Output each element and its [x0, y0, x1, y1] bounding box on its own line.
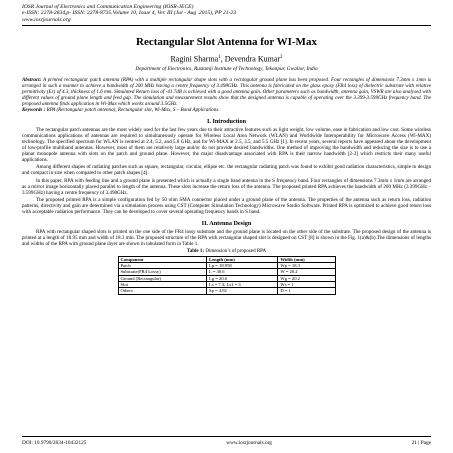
journal-url[interactable]: www.iosrjournals.org	[22, 16, 71, 23]
table-caption-label: Table 1:	[186, 248, 205, 254]
table-cell: W = 20.2	[278, 269, 335, 275]
keywords-label: Keywords :	[22, 107, 46, 114]
intro-paragraph-1: The rectangular patch antennas are the most widely used for the last few years due to their attractive features such as light weight, low volume, ease in fabrication and low cost. Some wireless communications applications of antennas are required to simultaneously operate for Wireless Local Area Network (WLAN) and Worldwide Interoperability for Microwave Access (Wi-MAX) technology. The specified spectrum for WLAN is centred at 2.4, 5.2, and 5.8 GHz, and for Wi-MAX at 2.5, 3.5, and 5.5 GHz [1]. In recent years, several reports have appeared about the development of low-profile multiband antennas. However, most of them are relatively large and/or do not provide desired bandwidths. One method of improving the bandwidth and reducing the size is to use a planar monopole antenna with slots on the patch and ground plane. However, the major disadvantage associated with RPA is their narrow bandwidth [2-3] which restricts their many useful applications.	[22, 126, 431, 163]
table-cell: Lg = 20.6	[207, 275, 278, 281]
table-cell: Sp = 4.92	[207, 288, 278, 294]
table-header-component: Component	[118, 256, 207, 262]
footer-page-number: 21 | Page	[411, 440, 431, 446]
table-cell: Ws = 1	[278, 282, 335, 288]
author-1: Ragini Sharma	[170, 54, 219, 64]
design-paragraph-1: RPA with rectangular shaped slots is printed on the one side of the FR4 lossy substrate and the ground plane is located on the other side of the substrate. The proposed design of the antenna is printed at a length of 18.95 mm and width of 18.3 mm. The proposed structure of the RPA with rectangular shaped slot is designed on CST [8] is shown in the Fig. 1(a)&(b).The dimensions of lengths and widths of the RPA with ground plane layer are shown in tabulated form in Table 1.	[22, 228, 431, 247]
footer-doi: DOI: 10.9790/2834-10432125	[22, 440, 87, 446]
table-cell: Lp = 18.958	[207, 263, 278, 269]
abstract-text: A printed rectangular patch antenna (RPA) with a multiple rectangular shape slots with a rectangular ground plane has been proposed. Four rectangles of dimensions 7.3mm x 1mm is arranged in such a manner to achieve a bandwidth of 200 MHz having a centre frequency of 3.498GHz. This antenna is fabricated on the glass epoxy (FR4 loss) of dielectric substrate with relative permittivity (Er) of 4.3, thickness of 1.6 mm. Simulated Return loss of -41.7dB is achieved with a good antenna gain. Other parameters such as bandwidth, antenna gain, VSWR are also analysed with different values of ground plane length and feed gap. The simulation and measurement results show that the designed antenna is capable of operating over the 3.399-3.599GHz frequency band. The proposed antenna finds application in Wi-Max which works around 3.5GHz.	[22, 76, 431, 107]
table-caption-text: Dimension’s of proposed RPA	[204, 248, 267, 254]
author-2-sup: 2	[280, 55, 283, 61]
journal-header	[22, 4, 431, 23]
keywords-text: RPA (Rectangular patch antenna), Rectangular slot, Wi-Max, S – Band Applications.	[45, 107, 220, 114]
section-heading-introduction: I. Introduction	[206, 118, 247, 126]
dimensions-table	[118, 256, 336, 295]
table-cell: D = 1	[278, 288, 335, 294]
table-cell: Ground (Rectangular)	[118, 275, 207, 281]
intro-paragraph-2: Among different shapes of radiating patches such as square, rectangular, circular, ellipse etc. the rectangular radiating patch was found to exhibit good radiation characteristics, simple to design and compact in size when compared to other patch shapes [4].	[22, 164, 431, 177]
table-cell: Substrate(FR4 Lossy)	[118, 269, 207, 275]
abstract-label: Abstract:	[22, 76, 42, 83]
table-header-width: Width (mm)	[278, 256, 335, 262]
intro-paragraph-3: In this paper, RPA with feeding line and a ground plane is presented which is actually a single band antenna in the S frequency band. Four rectangles of dimensions 7.3mm x 1mm are arranged as a mirror image horizontally placed parallel to length of the antenna. These slots increase the return loss of the antenna. The proposed printed RPA achieves the bandwidth of 200 MHz (3.399GHz – 3.599GHz) having a centre frequency of 3.498GHz.	[22, 177, 431, 196]
author-2: Devendra Kumar	[224, 54, 281, 64]
section-heading-antenna-design: II. Antenna Design	[201, 220, 252, 228]
table-cell: Ls = 7.3, Ls1 = 3	[207, 282, 278, 288]
footer-site[interactable]: www.iosrjournals.org	[226, 440, 272, 446]
affiliation: Department of Electronics, Rustamji Institute of Technology, Tekanpur, Gwalior, India	[135, 65, 318, 72]
table-header-length: Length (mm)	[207, 256, 278, 262]
footer-rule	[22, 436, 431, 437]
table-cell: Slot	[118, 282, 207, 288]
table-cell: Others	[118, 288, 207, 294]
authors	[22, 53, 431, 64]
table-cell: L = 30.6	[207, 269, 278, 275]
table-cell: Wg = 20.2	[278, 275, 335, 281]
page-footer	[22, 440, 431, 446]
author-1-sup: 1	[218, 55, 221, 61]
table-row	[118, 288, 335, 294]
table-caption	[22, 249, 431, 255]
header-rule	[22, 25, 431, 26]
intro-paragraph-4: The proposed printed RPA is a simple configuration fed by 50 ohm SMA connector placed under a ground plane of the antenna. The properties of the antenna such as return loss, radiation patterns, directivity and gain are determined via a simulation process using CST (Computer Simulation Technology) Microwave Studio Software. Printed RPA is optimized to achieve good return loss with acceptable radiation performance. They can be developed to cover several operating frequency bands in S band.	[22, 197, 431, 216]
table-cell: Patch	[118, 263, 207, 269]
table-cell: Wp = 18.3	[278, 263, 335, 269]
abstract	[22, 77, 431, 107]
author-separator: ,	[220, 54, 225, 64]
journal-issn: e-ISSN: 2278-2834,p- ISSN: 2278-8735.Volume 10, Issue 4, Ver. III (Jul - Aug .2015), PP 21-23	[22, 10, 237, 17]
keywords	[22, 107, 431, 113]
paper-title: Rectangular Slot Antenna for WI-Max	[136, 36, 317, 49]
journal-name: IOSR Journal of Electronics and Communication Engineering (IOSR-JECE)	[22, 4, 194, 10]
